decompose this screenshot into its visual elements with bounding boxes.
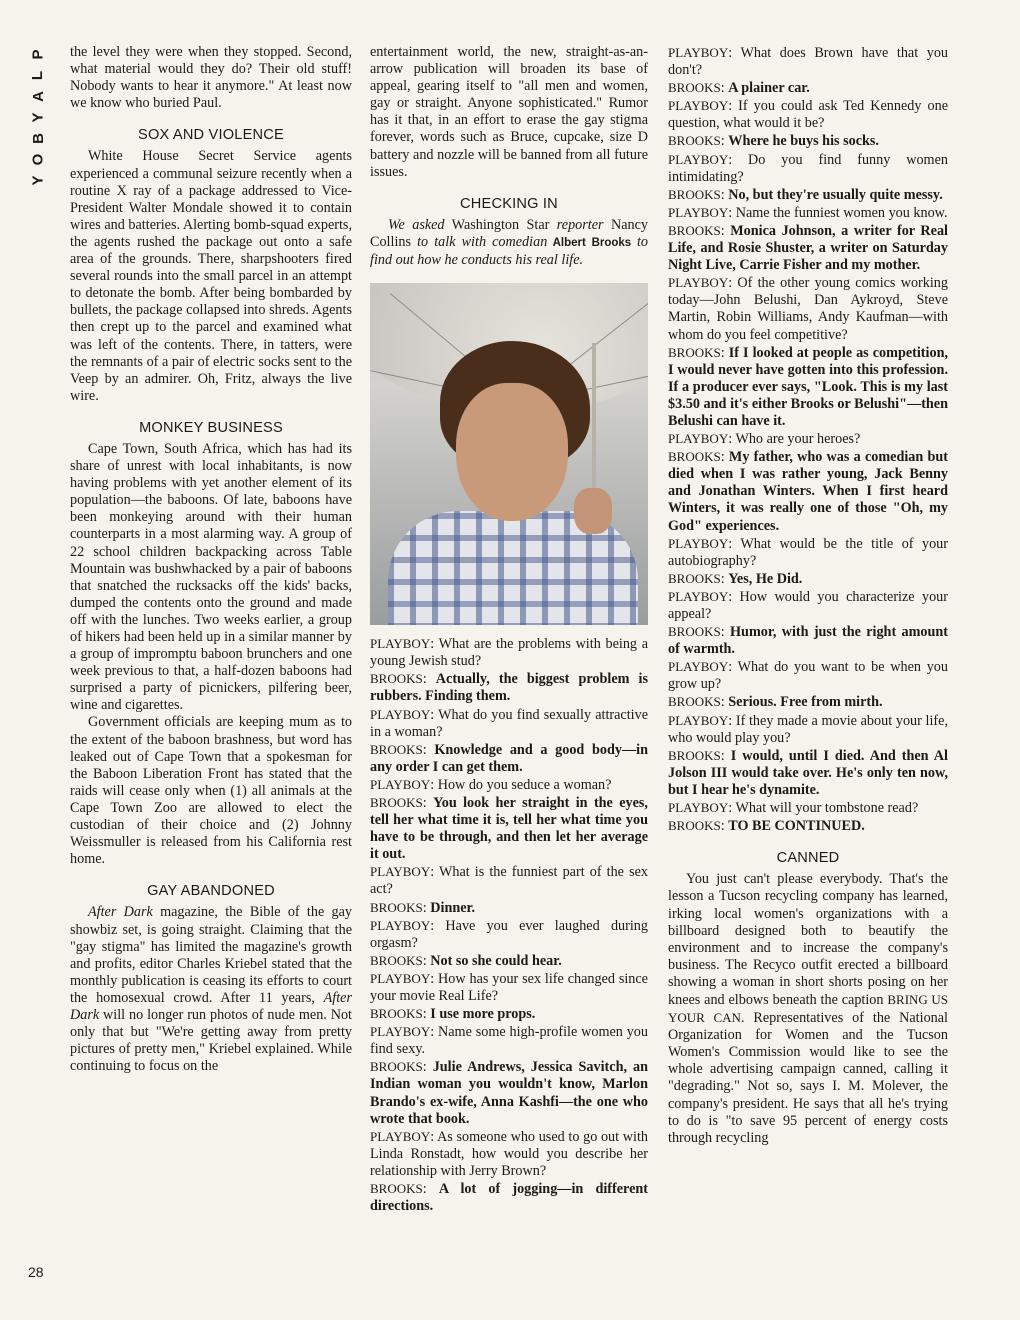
qa-line: PLAYBOY: What is the funniest part of the sex act? (370, 864, 648, 898)
speaker-label: PLAYBOY (370, 970, 431, 986)
section-letter: Y (29, 175, 47, 186)
portrait-photo (370, 283, 648, 625)
qa-text: Where he buys his socks. (728, 133, 879, 150)
paragraph: White House Secret Service agents experienced a communal seizure recently when a routine X ray of a package addressed to Vice-President Walter Mondale showed it to contain wires and batteries. Alerting bomb-squad experts, the agents rushed the package out onto a safe area of the grounds. There, sharpshooters fired several rounds into the small parcel in an attempt to detonate the bomb. After being bombarded by bullets, the package collapsed into shreds. Agents then crept up to the parcel and examined what was left of the contents. There, in tatters, were the remnants of a pair of electric socks sent to the Veep by an admirer. Oh, Fritz, always the live wire. (70, 148, 352, 404)
column-3 (668, 44, 948, 1147)
speaker-label: PLAYBOY (668, 431, 729, 447)
qa-line: PLAYBOY: Have you ever laughed during orgasm? (370, 917, 648, 951)
qa-line: BROOKS: TO BE CONTINUED. (668, 818, 865, 835)
qa-text: How has your sex life changed since your movie Real Life? (370, 970, 648, 1004)
qa-line: PLAYBOY: As someone who used to go out with Linda Ronstadt, how would you describe her relationship with Jerry Brown? (370, 1128, 648, 1179)
qa-line: BROOKS: Knowledge and a good body—in any order I can get them. (370, 741, 648, 775)
text-run: We asked (388, 216, 445, 233)
billboard-caption: BRING US YOUR CAN (668, 991, 948, 1026)
qa-line: PLAYBOY: Who are your heroes? (668, 431, 861, 448)
speaker-label: PLAYBOY (370, 1128, 431, 1144)
speaker-label: PLAYBOY (668, 712, 729, 728)
speaker-label: BROOKS (668, 624, 721, 640)
paragraph: Government officials are keeping mum as to the extent of the baboon brashness, but word has leaked out of Cape Town that a spokesman for the Baboon Liberation Front has stated that the raids will cease only when (1) all animals at the Cape Town Zoo are allowed to elect the custodian of their choice and (2) Johnny Weissmuller is released from his California rest home. (70, 714, 352, 868)
qa-text: Name some high-profile women you find sexy. (370, 1024, 648, 1058)
face (456, 383, 568, 521)
speaker-label: BROOKS (370, 899, 423, 915)
qa-line: PLAYBOY: How has your sex life changed since your movie Real Life? (370, 970, 648, 1004)
speaker-label: PLAYBOY (668, 535, 729, 551)
qa-text: Humor, with just the right amount of warmth. (668, 624, 948, 658)
heading-canned: CANNED (776, 850, 840, 867)
speaker-label: BROOKS (370, 952, 423, 968)
speaker-label: BROOKS (668, 570, 721, 586)
speaker-label: BROOKS (668, 818, 721, 834)
qa-line: BROOKS: If I looked at people as competition, I would never have gotten into this profession. If a producer ever says, "Look. This is my last $3.50 and it's either Brooks or Belushi"—then Belushi can have it. (668, 344, 948, 429)
qa-line: BROOKS: A plainer car. (668, 80, 810, 97)
speaker-label: PLAYBOY (370, 636, 431, 652)
text-run: will no longer run photos of nude men. Not only that but "We're getting away from pretty pictures of pretty men," Kriebel explained. While continuing to focus on the (70, 1006, 352, 1075)
section-label (24, 44, 52, 194)
qa-text: As someone who used to go out with Linda Ronstadt, how would you describe her relationship with Jerry Brown? (370, 1128, 648, 1179)
qa-line: BROOKS: Julie Andrews, Jessica Savitch, an Indian woman you wouldn't know, Marlon Brando's ex-wife, Anna Kashfi—the one who wrote that book. (370, 1059, 648, 1127)
qa-line: BROOKS: No, but they're usually quite messy. (668, 186, 943, 203)
speaker-label: PLAYBOY (668, 588, 729, 604)
qa-text: If you could ask Ted Kennedy one question, what would it be? (668, 98, 948, 132)
qa-text: You look her straight in the eyes, tell her what time it is, tell her what time you have to be through, and then let her average it out. (370, 794, 648, 863)
qa-line: BROOKS: A lot of jogging—in different directions. (370, 1181, 648, 1215)
qa-text: What do you find sexually attractive in a woman? (370, 706, 648, 740)
qa-text: What are the problems with being a young Jewish stud? (370, 636, 649, 670)
qa-text: Not so she could hear. (430, 952, 562, 969)
page-number: 28 (28, 1264, 44, 1280)
speaker-label: BROOKS (668, 694, 721, 710)
qa-text: What do you want to be when you grow up? (668, 659, 948, 693)
qa-text: How do you seduce a woman? (437, 776, 612, 793)
qa-line: BROOKS: Serious. Free from mirth. (668, 694, 883, 711)
qa-text: Yes, He Did. (728, 570, 803, 587)
qa-text: Do you find funny women intimidating? (668, 151, 948, 185)
qa-line: PLAYBOY: Name some high-profile women you find sexy. (370, 1024, 648, 1058)
text-run: to talk with comedian (417, 233, 548, 250)
speaker-label: BROOKS (668, 222, 721, 238)
heading-sox-and-violence: SOX AND VIOLENCE (138, 127, 284, 144)
qa-line: BROOKS: Humor, with just the right amount of warmth. (668, 624, 948, 658)
qa-line: BROOKS: Dinner. (370, 899, 476, 916)
speaker-label: PLAYBOY (370, 864, 431, 880)
speaker-label: BROOKS (370, 671, 423, 687)
speaker-label: BROOKS (370, 794, 423, 810)
publication-name: Washington Star (444, 216, 557, 233)
qa-text: TO BE CONTINUED. (728, 818, 865, 835)
qa-line: BROOKS: Where he buys his socks. (668, 133, 879, 150)
section-letter: B (29, 133, 47, 144)
qa-text: Who are your heroes? (735, 431, 861, 448)
qa-text: Knowledge and a good body—in any order I can get them. (370, 741, 648, 775)
qa-text: I use more props. (430, 1006, 536, 1023)
interview-qa-col3 (668, 44, 948, 835)
qa-line: PLAYBOY: Of the other young comics working today—John Belushi, Dan Aykroyd, Steve Martin, Robin Williams, Andy Kaufman—with whom do you feel competitive? (668, 275, 948, 343)
text-run: reporter (556, 216, 604, 233)
speaker-label: PLAYBOY (668, 151, 729, 167)
qa-text: Of the other young comics working today—John Belushi, Dan Aykroyd, Steve Martin, Robin Williams, Andy Kaufman—with whom do you feel competitive? (668, 275, 948, 343)
speaker-label: BROOKS (668, 747, 721, 763)
paragraph (668, 871, 948, 1147)
column-1 (70, 44, 352, 1075)
text-run: magazine, the Bible of the gay showbiz set, is going straight. Claiming that the "gay stigma" has limited the magazine's growth and profits, editor Charles Kriebel stated that the monthly publication is ceasing its efforts to court the homosexual crowd. After 11 years, (70, 904, 352, 1006)
speaker-label: PLAYBOY (370, 917, 431, 933)
text-run: You just can't please everybody. That's the lesson a Tucson recycling company has learned, irking local women's organizations with a billboard designed both to beautify the environment and to increase the company's business. The Recyco outfit erected a billboard showing a woman in short shorts posing on her knees and elbows beneath the caption (668, 871, 948, 1008)
section-letter: A (29, 91, 47, 102)
speaker-label: PLAYBOY (370, 1024, 431, 1040)
speaker-label: BROOKS (668, 344, 721, 360)
speaker-label: BROOKS (668, 80, 721, 96)
qa-text: What will your tombstone read? (735, 800, 919, 817)
speaker-label: PLAYBOY (668, 204, 729, 220)
qa-line: PLAYBOY: If they made a movie about your life, who would play you? (668, 712, 948, 746)
qa-line: PLAYBOY: If you could ask Ted Kennedy one question, what would it be? (668, 98, 948, 132)
qa-line: PLAYBOY: What would be the title of your autobiography? (668, 535, 948, 569)
qa-line: PLAYBOY: How do you seduce a woman? (370, 776, 612, 793)
speaker-label: BROOKS (370, 1006, 423, 1022)
section-letter: P (29, 49, 47, 60)
section-letter: Y (29, 112, 47, 123)
qa-text: If they made a movie about your life, who would play you? (668, 712, 948, 746)
speaker-label: BROOKS (668, 186, 721, 202)
speaker-label: BROOKS (668, 133, 721, 149)
speaker-label: BROOKS (668, 449, 721, 465)
qa-text: What would be the title of your autobiography? (668, 535, 948, 569)
qa-line: BROOKS: I would, until I died. And then Al Jolson III would take over. He's only ten now, but I hear he's dynamite. (668, 747, 948, 798)
section-letter: L (29, 70, 47, 81)
qa-text: Actually, the biggest problem is rubbers. Finding them. (370, 671, 648, 705)
qa-text: A lot of jogging—in different directions. (370, 1181, 648, 1215)
speaker-label: PLAYBOY (668, 98, 729, 114)
qa-text: A plainer car. (728, 80, 810, 97)
section-letter: O (29, 153, 47, 166)
qa-text: If I looked at people as competition, I would never have gotten into this profession. If a producer ever says, "Look. This is my last $3.50 and it's either Brooks or Belushi"—then Belushi can have it. (668, 344, 948, 429)
speaker-label: PLAYBOY (668, 275, 729, 291)
text-run: to find out how he conducts his real life. (370, 233, 648, 269)
speaker-label: PLAYBOY (370, 776, 431, 792)
paragraph: Cape Town, South Africa, which has had its share of unrest with local inhabitants, is now having problems with yet another element of its population—the baboons. Of late, baboons have been monkeying around with their human counterparts in a most alarming way. A group of 22 school children backpacking across Table Mountain was bushwhacked by a pair of baboons that snatched the rucksacks off the kids' backs, dumped the contents onto the ground and made off with the lunches. Two weeks earlier, a group of hikers had been held up in a similar manner by a group of impromptu baboon brunchers and one week previous to that, a half-dozen baboons had surprised a party of picnickers, pilfering beer, wine and cigarettes. (70, 440, 352, 714)
qa-text: Dinner. (430, 899, 476, 916)
qa-line: BROOKS: Monica Johnson, a writer for Real Life, and Rosie Shuster, a writer on Saturday Night Live, Carrie Fisher and my mother. (668, 222, 948, 274)
qa-line: BROOKS: My father, who was a comedian but died when I was rather young, Jack Benny and Jonathan Winters. When I first heard Winters, it was really one of those "Oh, my God" experiences. (668, 449, 948, 534)
heading-monkey-business: MONKEY BUSINESS (139, 419, 283, 436)
interview-intro (370, 217, 648, 269)
qa-text: I would, until I died. And then Al Jolson III would take over. He's only ten now, but I hear he's dynamite. (668, 747, 948, 798)
subject-name: Albert Brooks (547, 236, 637, 249)
qa-line: PLAYBOY: Do you find funny women intimidating? (668, 151, 948, 185)
qa-text: My father, who was a comedian but died when I was rather young, Jack Benny and Jonathan Winters. When I first heard Winters, it was really one of those "Oh, my God" experiences. (668, 449, 948, 534)
qa-text: What is the funniest part of the sex act? (370, 864, 648, 898)
qa-text: Julie Andrews, Jessica Savitch, an Indian woman you wouldn't know, Marlon Brando's ex-wife, Anna Kashfi—the one who wrote that book. (370, 1059, 648, 1127)
qa-text: Have you ever laughed during orgasm? (370, 917, 648, 951)
paragraph: entertainment world, the new, straight-as-an-arrow publication will broaden its base of appeal, gearing itself to "all men and women, gay or straight. Anyone sophisticated." Rumor has it that, in an effort to erase the gay stigma forever, words such as Bruce, cupcake, size D battery and nozzle will be banned from all future issues. (370, 44, 648, 180)
qa-line: BROOKS: Actually, the biggest problem is rubbers. Finding them. (370, 671, 648, 705)
qa-text: No, but they're usually quite messy. (728, 186, 943, 203)
interviewer-name: Nancy Collins (370, 216, 648, 250)
speaker-label: BROOKS (370, 741, 423, 757)
qa-line: BROOKS: Yes, He Did. (668, 570, 803, 587)
qa-line: PLAYBOY: What are the problems with being a young Jewish stud? (370, 636, 649, 670)
qa-line: PLAYBOY: What do you want to be when you grow up? (668, 659, 948, 693)
heading-checking-in: CHECKING IN (460, 195, 558, 212)
text-run: . Representatives of the National Organization for Women and the Tucson Women's Commission would like to see the whole advertising campaign canned, calling it "degrading." Not so, says I. M. Molever, the company's president. He says that all he's trying to do is "to save 95 percent of energy costs through recycling (668, 1010, 948, 1146)
hand (574, 488, 612, 534)
column-2 (370, 44, 648, 1215)
qa-line: PLAYBOY: What will your tombstone read? (668, 800, 919, 817)
qa-line: PLAYBOY: What does Brown have that you don't? (668, 45, 949, 79)
qa-text: What does Brown have that you don't? (668, 45, 949, 79)
magazine-title: After Dark (70, 989, 352, 1023)
speaker-label: PLAYBOY (668, 659, 729, 675)
qa-line: PLAYBOY: What do you find sexually attractive in a woman? (370, 706, 648, 740)
paragraph: the level they were when they stopped. Second, what material would they do? Their old stuff! Nobody wants to hear it anymore." At least now we know who buried Paul. (70, 44, 352, 112)
qa-text: Monica Johnson, a writer for Real Life, and Rosie Shuster, a writer on Saturday Night Live, Carrie Fisher and my mother. (668, 222, 948, 274)
qa-text: Name the funniest women you know. (735, 204, 948, 221)
qa-line: PLAYBOY: How would you characterize your appeal? (668, 588, 948, 622)
qa-text: How would you characterize your appeal? (668, 588, 948, 622)
magazine-title: After Dark (88, 904, 153, 921)
speaker-label: PLAYBOY (668, 800, 729, 816)
speaker-label: BROOKS (370, 1059, 423, 1075)
qa-line: BROOKS: You look her straight in the eyes, tell her what time it is, tell her what time you have to be through, and then let her average it out. (370, 794, 648, 863)
qa-line: BROOKS: Not so she could hear. (370, 952, 562, 969)
heading-gay-abandoned: GAY ABANDONED (147, 883, 275, 900)
qa-text: Serious. Free from mirth. (728, 694, 883, 711)
qa-line: BROOKS: I use more props. (370, 1006, 536, 1023)
speaker-label: PLAYBOY (668, 45, 729, 60)
paragraph (70, 904, 352, 1075)
speaker-label: BROOKS (370, 1181, 423, 1197)
qa-line: PLAYBOY: Name the funniest women you know. (668, 204, 948, 221)
speaker-label: PLAYBOY (370, 706, 431, 722)
interview-qa-col2 (370, 635, 648, 1215)
